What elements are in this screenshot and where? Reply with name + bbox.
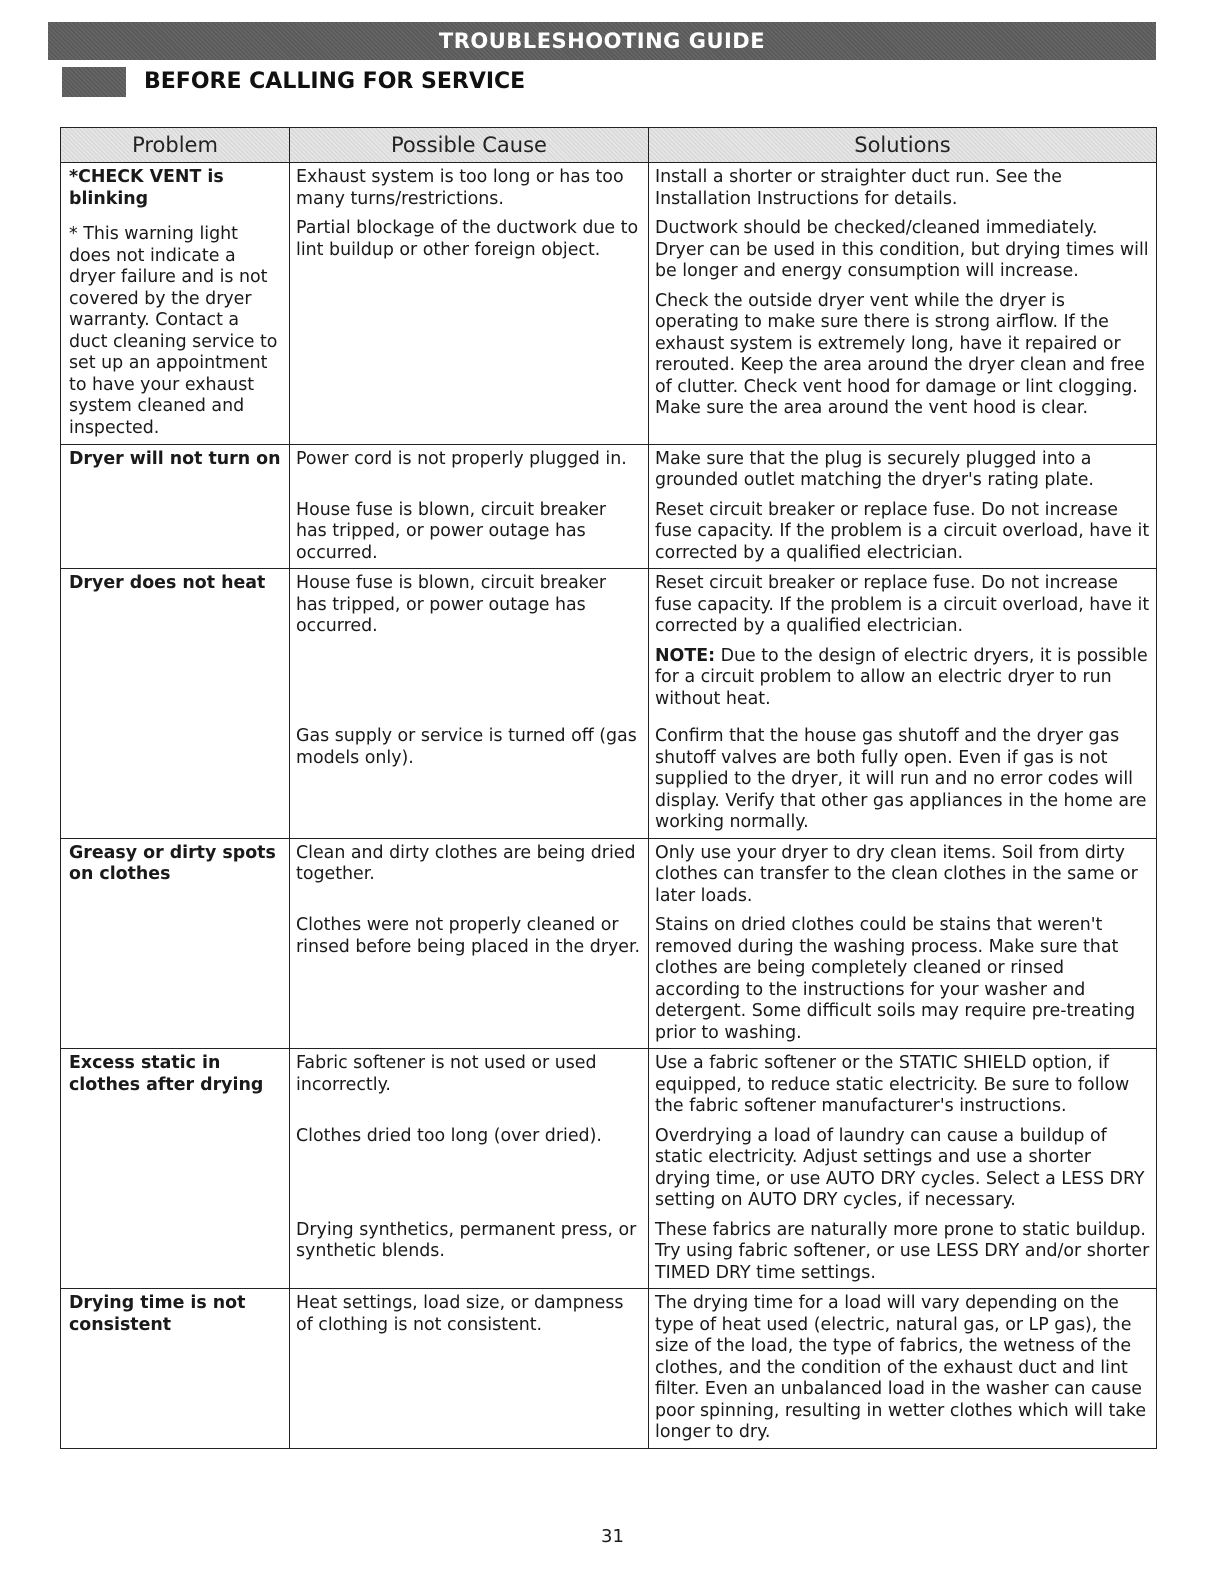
problem-text: *CHECK VENT is blinking — [69, 167, 224, 209]
column-header-solutions: Solutions — [649, 128, 1157, 163]
cause-text: Clothes were not properly cleaned or rinsed before being placed in the dryer. — [296, 915, 641, 957]
table-row — [61, 444, 1157, 496]
solution-text: Confirm that the house gas shutoff and the dryer gas shutoff valves are both fully open. Even if gas is not supplied to the dryer, it will run and no error codes will display. Verify that other gas appliances in the home are working normally. — [655, 726, 1147, 832]
cause-text: Clothes dried too long (over dried). — [296, 1125, 602, 1146]
solution-cell — [649, 496, 1157, 569]
solution-text: These fabrics are naturally more prone to static buildup. Try using fabric softener, or use LESS DRY and/or shorter TIMED DRY time settings. — [655, 1219, 1150, 1283]
solution-cell — [649, 642, 1157, 723]
solution-text: Reset circuit breaker or replace fuse. Do not increase fuse capacity. If the problem is a circuit overload, have it corrected by a qualified electrician. — [655, 573, 1150, 636]
solution-text: Make sure that the plug is securely plugged into a grounded outlet matching the dryer's rating plate. — [655, 448, 1094, 490]
cause-cell — [290, 642, 649, 723]
cause-text: Fabric softener is not used or used incorrectly. — [296, 1053, 597, 1095]
cause-cell — [290, 287, 649, 445]
solution-cell — [649, 1122, 1157, 1216]
cause-cell — [290, 1049, 649, 1122]
solution-cell — [649, 163, 1157, 215]
solution-text: Only use your dryer to dry clean items. Soil from dirty clothes can transfer to the clean clothes in the same or later loads. — [655, 842, 1138, 906]
section-title: BEFORE CALLING FOR SERVICE — [144, 69, 526, 94]
cause-text: Exhaust system is too long or has too many turns/restrictions. — [296, 167, 624, 209]
solution-cell — [649, 1289, 1157, 1449]
cause-cell — [290, 1122, 649, 1216]
solution-text: The drying time for a load will vary depending on the type of heat used (electric, natural gas, or LP gas), the size of the load, the type of fabrics, the wetness of the clothes, and the condition of the exhaust duct and lint filter. Even an unbalanced load in the washer can cause poor spinning, resulting in wetter clothes which will take longer to dry. — [655, 1293, 1147, 1442]
cause-cell — [290, 214, 649, 287]
solution-cell — [649, 569, 1157, 642]
table-row — [61, 569, 1157, 642]
solution-cell — [649, 287, 1157, 445]
cause-text: Drying synthetics, permanent press, or synthetic blends. — [296, 1219, 637, 1261]
problem-cell — [61, 163, 290, 445]
cause-text: House fuse is blown, circuit breaker has tripped, or power outage has occurred. — [296, 573, 607, 636]
solution-text: Check the outside dryer vent while the dryer is operating to make sure there is strong airflow. If the exhaust system is extremely long, have it repaired or rerouted. Keep the area around the dryer clean and free of clutter. Check vent hood for damage or lint clogging. Make sure the area around the vent hood is clear. — [655, 290, 1145, 418]
solution-note — [655, 642, 1150, 723]
solution-text: Due to the design of electric dryers, it is possible for a circuit problem to allow an electric dryer to run without heat. — [655, 645, 1148, 709]
table-header-row — [61, 128, 1157, 163]
cause-cell — [290, 1289, 649, 1449]
solution-text: Use a fabric softener or the STATIC SHIELD option, if equipped, to reduce static electricity. Be sure to follow the fabric softener manufacturer's instructions. — [655, 1053, 1130, 1116]
problem-text: Dryer does not heat — [69, 573, 266, 593]
cause-cell — [290, 444, 649, 496]
solution-text: Overdrying a load of laundry can cause a buildup of static electricity. Adjust settings and use a shorter drying time, or use AUTO DRY cycles. Select a LESS DRY setting on AUTO DRY cycles, if necessary. — [655, 1125, 1145, 1210]
solution-text: Install a shorter or straighter duct run. See the Installation Instructions for details. — [655, 167, 1062, 209]
table-row — [61, 163, 1157, 215]
problem-cell — [61, 838, 290, 1049]
table-row — [61, 1049, 1157, 1122]
note-label: NOTE: — [655, 645, 716, 666]
solution-text: Stains on dried clothes could be stains that weren't removed during the washing process. Make sure that clothes are being completely cleaned or rinsed according to the instructions for your washer and detergent. Some difficult soils may require pre-treating prior to washing. — [655, 915, 1136, 1043]
problem-note: * This warning light does not indicate a dryer failure and is not covered by the dryer warranty. Contact a duct cleaning service to set up an appointment to have your exhaust system cleaned and inspected. — [69, 224, 278, 438]
cause-text — [296, 287, 642, 295]
problem-text: Dryer will not turn on — [69, 448, 281, 469]
solution-text: Ductwork should be checked/cleaned immediately. Dryer can be used in this condition, but drying times will be longer and energy consumption will increase. — [655, 218, 1149, 281]
cause-cell — [290, 911, 649, 1049]
troubleshooting-table — [60, 127, 1157, 1449]
page-number: 31 — [601, 1526, 624, 1547]
cause-text: House fuse is blown, circuit breaker has tripped, or power outage has occurred. — [296, 499, 607, 563]
cause-cell — [290, 722, 649, 838]
problem-cell — [61, 1289, 290, 1449]
cause-text: Partial blockage of the ductwork due to lint buildup or other foreign object. — [296, 218, 639, 260]
cause-text: Heat settings, load size, or dampness of clothing is not consistent. — [296, 1293, 624, 1335]
cause-cell — [290, 838, 649, 911]
cause-text: Power cord is not properly plugged in. — [296, 448, 627, 469]
column-header-problem: Problem — [61, 128, 290, 163]
problem-text: Excess static in clothes after drying — [69, 1053, 264, 1095]
solution-cell — [649, 722, 1157, 838]
guide-title: TROUBLESHOOTING GUIDE — [438, 29, 766, 53]
solution-cell — [649, 1049, 1157, 1122]
cause-cell — [290, 496, 649, 569]
cause-text — [296, 642, 642, 650]
problem-cell — [61, 569, 290, 839]
problem-text: Drying time is not consistent — [69, 1293, 246, 1335]
solution-cell — [649, 444, 1157, 496]
problem-text: Greasy or dirty spots on clothes — [69, 842, 276, 884]
cause-cell — [290, 569, 649, 642]
column-header-cause: Possible Cause — [290, 128, 649, 163]
cause-text: Gas supply or service is turned off (gas models only). — [296, 726, 637, 768]
cause-cell — [290, 1216, 649, 1289]
problem-cell — [61, 444, 290, 569]
solution-text: Reset circuit breaker or replace fuse. Do not increase fuse capacity. If the problem is a circuit overload, have it corrected by a qualified electrician. — [655, 499, 1150, 563]
problem-cell — [61, 1049, 290, 1289]
solution-cell — [649, 1216, 1157, 1289]
guide-header-bar — [48, 22, 1156, 60]
solution-cell — [649, 911, 1157, 1049]
cause-text: Clean and dirty clothes are being dried together. — [296, 842, 636, 884]
table-row — [61, 1289, 1157, 1449]
solution-cell — [649, 214, 1157, 287]
section-marker — [62, 67, 126, 97]
cause-cell — [290, 163, 649, 215]
solution-cell — [649, 838, 1157, 911]
table-row — [61, 838, 1157, 911]
